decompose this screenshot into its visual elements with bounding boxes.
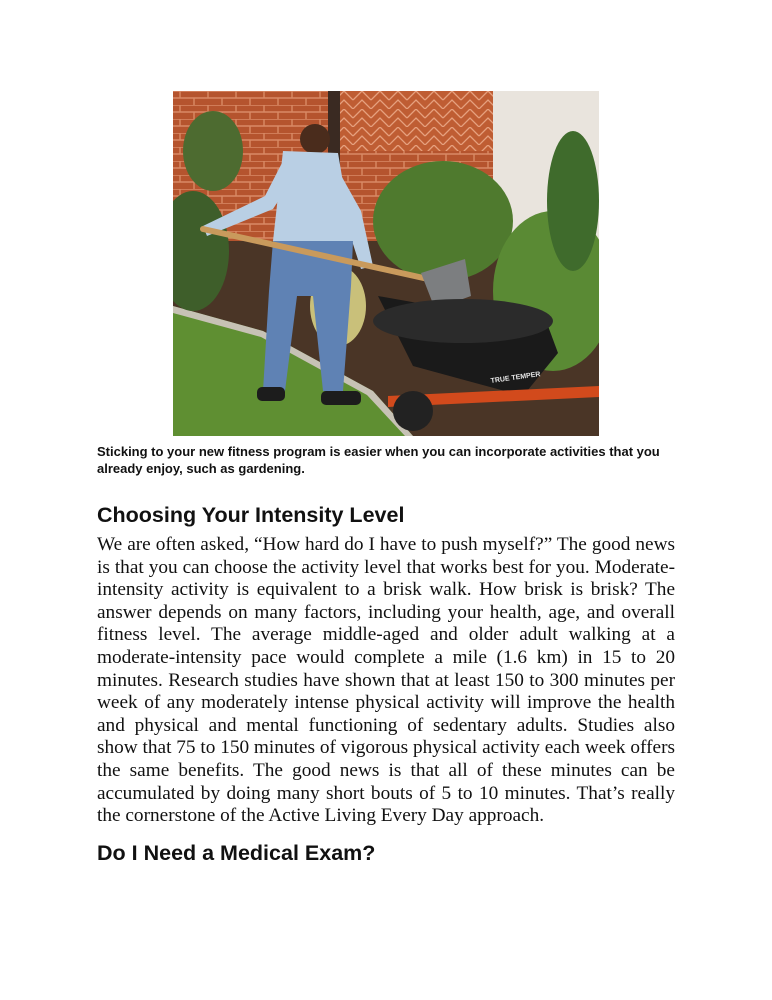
head xyxy=(300,124,330,154)
gardening-illustration xyxy=(173,91,599,436)
section-body-intensity: We are often asked, “How hard do I have to push myself?” The good news is that you can choose the activity level that works best for you. Moderate-intensity activity is equivalent to a brisk walk. How brisk is brisk? The answer depends on many factors, including your health, age, and overall fitness level. The average middle-aged and older adult walking at a moderate-intensity pace would complete a mile (1.6 km) in 15 to 20 minutes. Research studies have shown that at least 150 to 300 minutes per week of any moderately intense physical activity will improve the health and physical and mental functioning of sedentary adults. Studies also show that 75 to 150 minutes of vigorous physical activity each week offers the same benefits. The good news is that all of these minutes can be accumulated by doing many short bouts of 5 to 10 minutes. That’s really the cornerstone of the Active Living Every Day approach. xyxy=(97,534,675,827)
herringbone-panel xyxy=(333,91,493,151)
figure-caption: Sticking to your new fitness program is easier when you can incorporate activities that you already enjoy, such as gardening. xyxy=(97,444,660,476)
gardening-photo xyxy=(173,91,599,436)
spiky-plant xyxy=(547,131,599,271)
section-heading-medical-exam: Do I Need a Medical Exam? xyxy=(97,841,376,865)
wheelbarrow-wheel xyxy=(393,391,433,431)
shrub-center xyxy=(373,161,513,281)
wheelbarrow-rim xyxy=(373,299,553,343)
right-shoe xyxy=(321,391,361,405)
section-heading-intensity: Choosing Your Intensity Level xyxy=(97,503,405,527)
left-shoe xyxy=(257,387,285,401)
wheelbarrow-brand: TRUE TEMPER xyxy=(490,371,541,385)
tree-left xyxy=(183,111,243,191)
